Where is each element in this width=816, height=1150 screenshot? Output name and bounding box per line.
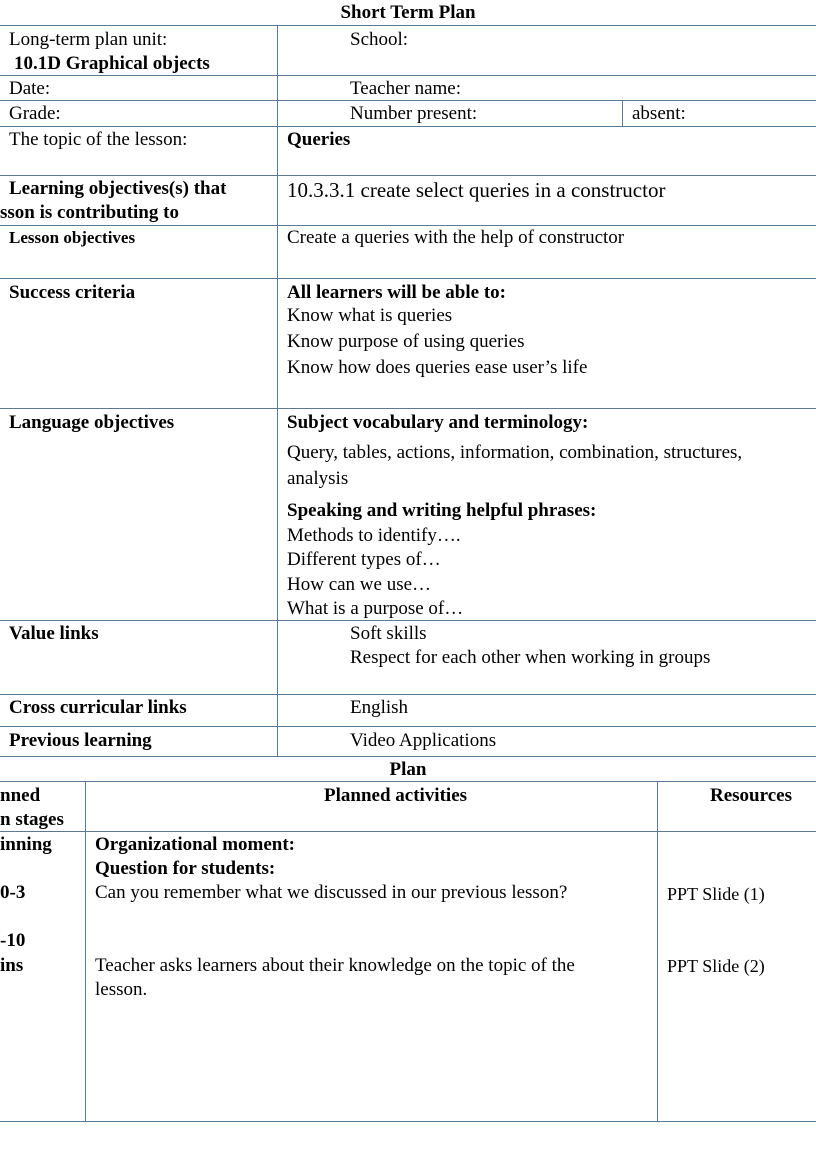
success-item: Know purpose of using queries xyxy=(287,331,525,352)
unit-value: 10.1D Graphical objects xyxy=(14,53,210,74)
school-label: School: xyxy=(350,29,409,50)
table-border xyxy=(277,25,278,756)
learning-objectives-label-2: sson is contributing to xyxy=(0,202,179,223)
vocabulary-head: Subject vocabulary and terminology: xyxy=(287,412,589,433)
table-border xyxy=(0,1121,816,1122)
absent-label: absent: xyxy=(632,103,686,124)
success-criteria-label: Success criteria xyxy=(9,282,136,303)
value-item: Soft skills xyxy=(350,623,427,644)
table-border xyxy=(0,620,816,621)
table-border xyxy=(622,100,623,126)
stages-header-2: n stages xyxy=(0,809,64,830)
table-border xyxy=(0,408,816,409)
stage-time-unit: ins xyxy=(0,955,24,976)
resource-item: PPT Slide (2) xyxy=(667,956,765,976)
previous-learning-label: Previous learning xyxy=(9,730,152,751)
topic-value: Queries xyxy=(287,129,351,150)
success-criteria-head: All learners will be able to: xyxy=(287,282,506,303)
table-border xyxy=(0,278,816,279)
table-border xyxy=(0,781,816,782)
table-border xyxy=(657,781,658,1121)
question-text: Can you remember what we discussed in our previous lesson? xyxy=(95,882,568,903)
table-border xyxy=(0,726,816,727)
phrase-item: How can we use… xyxy=(287,574,432,595)
date-label: Date: xyxy=(9,78,51,99)
learning-objectives-label: Learning objectives(s) that xyxy=(9,178,227,199)
table-border xyxy=(0,126,816,127)
value-links-label: Value links xyxy=(9,623,99,644)
success-item: Know how does queries ease user’s life xyxy=(287,357,588,378)
page-title: Short Term Plan xyxy=(340,2,476,23)
cross-curricular-value: English xyxy=(350,697,409,718)
lesson-objectives-value: Create a queries with the help of constructor xyxy=(287,227,625,248)
present-label: Number present: xyxy=(350,103,478,124)
teacher-activity-2: lesson. xyxy=(95,979,148,1000)
language-objectives-label: Language objectives xyxy=(9,412,175,433)
phrase-item: What is a purpose of… xyxy=(287,598,464,619)
resources-header: Resources xyxy=(710,785,792,806)
table-border xyxy=(0,831,816,832)
vocabulary-line: Query, tables, actions, information, combination, structures, xyxy=(287,442,743,463)
teacher-label: Teacher name: xyxy=(350,78,462,99)
unit-label: Long-term plan unit: xyxy=(9,29,168,50)
learning-objectives-value: 10.3.3.1 create select queries in a constructor xyxy=(287,178,666,202)
table-border xyxy=(0,175,816,176)
resource-item: PPT Slide (1) xyxy=(667,884,765,904)
lesson-objectives-label: Lesson objectives xyxy=(9,228,136,247)
vocabulary-line: analysis xyxy=(287,468,349,489)
topic-label: The topic of the lesson: xyxy=(9,129,188,150)
table-border xyxy=(0,100,816,101)
teacher-activity: Teacher asks learners about their knowledge on the topic of the xyxy=(95,955,575,976)
grade-label: Grade: xyxy=(9,103,61,124)
plan-title: Plan xyxy=(389,759,427,780)
phrases-head: Speaking and writing helpful phrases: xyxy=(287,500,597,521)
table-border xyxy=(0,25,816,26)
stage-time: 0-3 xyxy=(0,882,26,903)
table-border xyxy=(85,781,86,1121)
stages-header: nned xyxy=(0,785,41,806)
table-border xyxy=(0,75,816,76)
table-border xyxy=(0,756,816,757)
cross-curricular-label: Cross curricular links xyxy=(9,697,187,718)
activities-header: Planned activities xyxy=(324,785,468,806)
table-border xyxy=(0,694,816,695)
stage-label: inning xyxy=(0,834,52,855)
question-head: Question for students: xyxy=(95,858,276,879)
success-item: Know what is queries xyxy=(287,305,453,326)
table-border xyxy=(0,225,816,226)
previous-learning-value: Video Applications xyxy=(350,730,497,751)
organizational-moment: Organizational moment: xyxy=(95,834,296,855)
stage-time: -10 xyxy=(0,930,26,951)
value-item: Respect for each other when working in groups xyxy=(350,647,711,668)
phrase-item: Different types of… xyxy=(287,549,441,570)
phrase-item: Methods to identify…. xyxy=(287,525,461,546)
